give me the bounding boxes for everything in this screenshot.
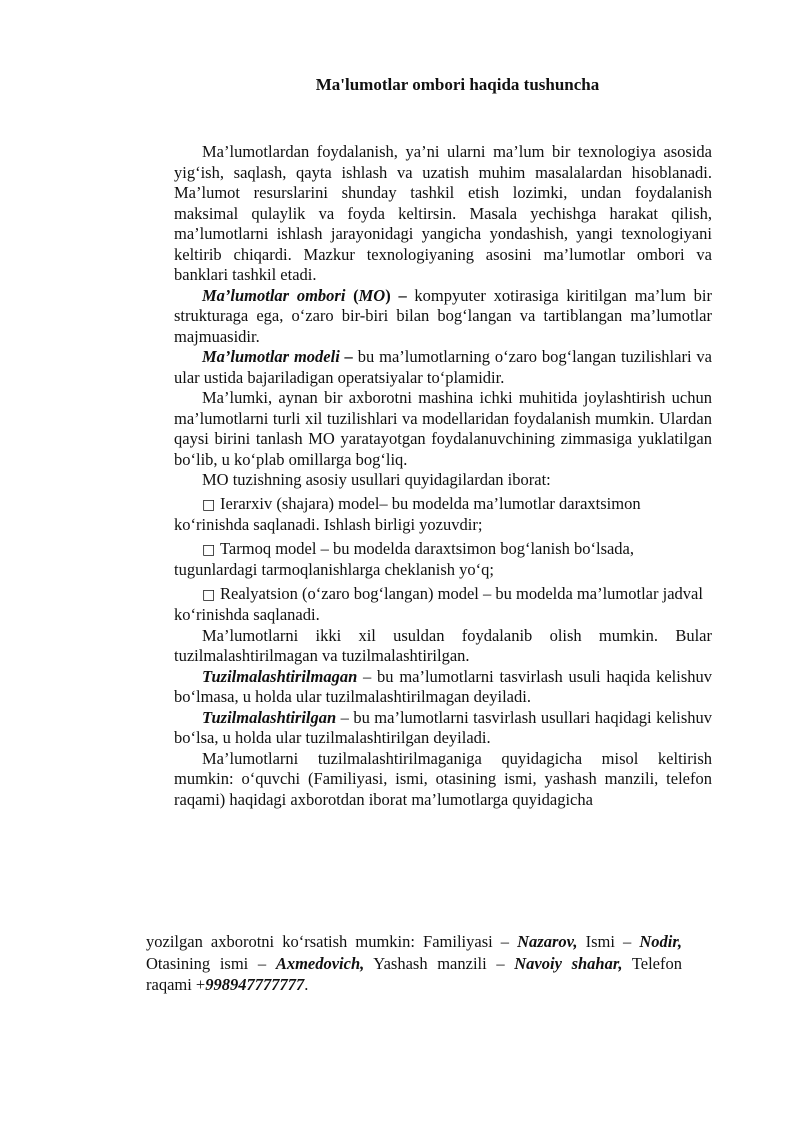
square-bullet-icon: □ — [202, 496, 216, 513]
list-item-ierarxiv — [174, 494, 712, 536]
footer-text-3: Otasining ismi – — [146, 953, 276, 973]
document-body — [174, 142, 712, 810]
list-item-realyatsion — [174, 584, 712, 626]
example-telefon: 998947777777 — [205, 975, 305, 994]
example-familiya: Nazarov, — [517, 932, 578, 951]
paragraph-two-methods: Ma’lumotlarni ikki xil usuldan foydalanib olish mumkin. Bular tuzilmalashtirilmagan va tuzilmalashtirilgan. — [174, 625, 712, 665]
mo-definition-text: kompyuter xotirasiga kiritilgan ma’lum bir strukturaga ega, o‘zaro bir-biri bilan bog‘langan va tartiblangan ma’lumotlar majmuasidir. — [174, 285, 712, 346]
list-item-text: Ierarxiv (shajara) model– bu modelda ma’lumotlar daraxtsimon ko‘rinishda saqlanadi. Ishlash birligi yozuvdir; — [174, 493, 641, 534]
paragraph-unstructured — [174, 667, 712, 708]
paragraph-storage: Ma’lumki, aynan bir axborotni mashina ichki muhitida joylashtirish uchun ma’lumotlarni turli xil tuzilishlari va modellaridan foydalanish mumkin. Ulardan qaysi birini tanlash MO yaratayotgan foydalanuvchining zimmasiga yuklatilgan bo‘lib, u ko‘plab omillarga bog‘liq. — [174, 388, 712, 469]
square-bullet-icon: □ — [202, 541, 216, 558]
footer-text-5: Telefon raqami + — [146, 953, 682, 994]
paragraph-example: Ma’lumotlarni tuzilmalashtirilmaganiga quyidagicha misol keltirish mumkin: o‘quvchi (Familiyasi, ismi, otasining ismi, yashash manzili, telefon raqami) haqidagi axborotdan iborat ma’lumotlarga quyidagicha — [174, 748, 712, 809]
footer-text-4: Yashash manzili – — [364, 953, 515, 973]
term-tuzilmalashtirilmagan: Tuzilmalashtirilmagan — [202, 666, 358, 686]
paragraph-model-definition — [174, 347, 712, 388]
term-tuzilmalashtirilgan: Tuzilmalashtirilgan — [202, 707, 337, 727]
page-title: Ma'lumotlar ombori haqida tushuncha — [315, 75, 600, 94]
paragraph-intro: Ma’lumotlardan foydalanish, ya’ni ularni ma’lum bir texnologiya asosida yig‘ish, saqlash, qayta ishlash va uzatish muhim masalalardan hisoblanadi. Ma’lumot resurslarini shunday tashkil etish lozimki, undan foydalanish maksimal qulaylik va foyda keltirsin. Masala yechishga harakat qilish, ma’lumotlarni ishlash jarayonidagi yangicha yondashish, yangi texnologiyani keltirib chiqardi. Mazkur texnologiyaning asosini ma’lumotlar ombori va banklari tashkil etadi. — [174, 142, 712, 284]
abbr-close: ) – — [385, 285, 407, 305]
term-malumotlar-modeli: Ma’lumotlar modeli – — [202, 347, 353, 366]
model-definition-text: bu ma’lumotlarning o‘zaro bog‘langan tuzilishlari va ular ustida bajariladigan operatsiyalar to‘plamidir. — [174, 347, 712, 387]
list-item-text: Tarmoq model – bu modelda daraxtsimon bog‘lanish bo‘lsada, tugunlardagi tarmoqlanishlarga cheklanish yo‘q; — [174, 538, 635, 579]
footer-text-1: yozilgan axborotni ko‘rsatish mumkin: Familiyasi – — [146, 932, 518, 951]
footer-text-2: Ismi – — [577, 932, 640, 951]
abbr-open: ( — [345, 285, 359, 305]
term-malumotlar-ombori: Ma’lumotlar ombori — [202, 285, 346, 305]
paragraph-mo-definition — [174, 286, 712, 348]
list-item-text: Realyatsion (o‘zaro bog‘langan) model – bu modelda ma’lumotlar jadval ko‘rinishda saqlanadi. — [174, 583, 703, 624]
square-bullet-icon: □ — [202, 586, 216, 603]
example-continuation — [146, 931, 682, 996]
unstructured-text: – bu ma’lumotlarni tasvirlash usuli haqida kelishuv bo‘lmasa, u holda ular tuzilmalashtirilmagan deyiladi. — [174, 666, 712, 706]
structured-text: – bu ma’lumotlarni tasvirlash usullari haqidagi kelishuv bo‘lsa, u holda ular tuzilmalashtirilgan deyiladi. — [174, 707, 712, 747]
example-otasi: Axmedovich, — [275, 953, 365, 973]
list-item-tarmoq — [174, 539, 712, 581]
abbr-mo: MO — [358, 285, 386, 305]
footer-text-6: . — [304, 975, 309, 994]
example-manzil: Navoiy shahar, — [514, 953, 623, 973]
paragraph-structured — [174, 708, 712, 749]
paragraph-methods-intro: MO tuzishning asosiy usullari quyidagilardan iborat: — [202, 470, 551, 489]
example-ism: Nodir, — [639, 932, 682, 951]
